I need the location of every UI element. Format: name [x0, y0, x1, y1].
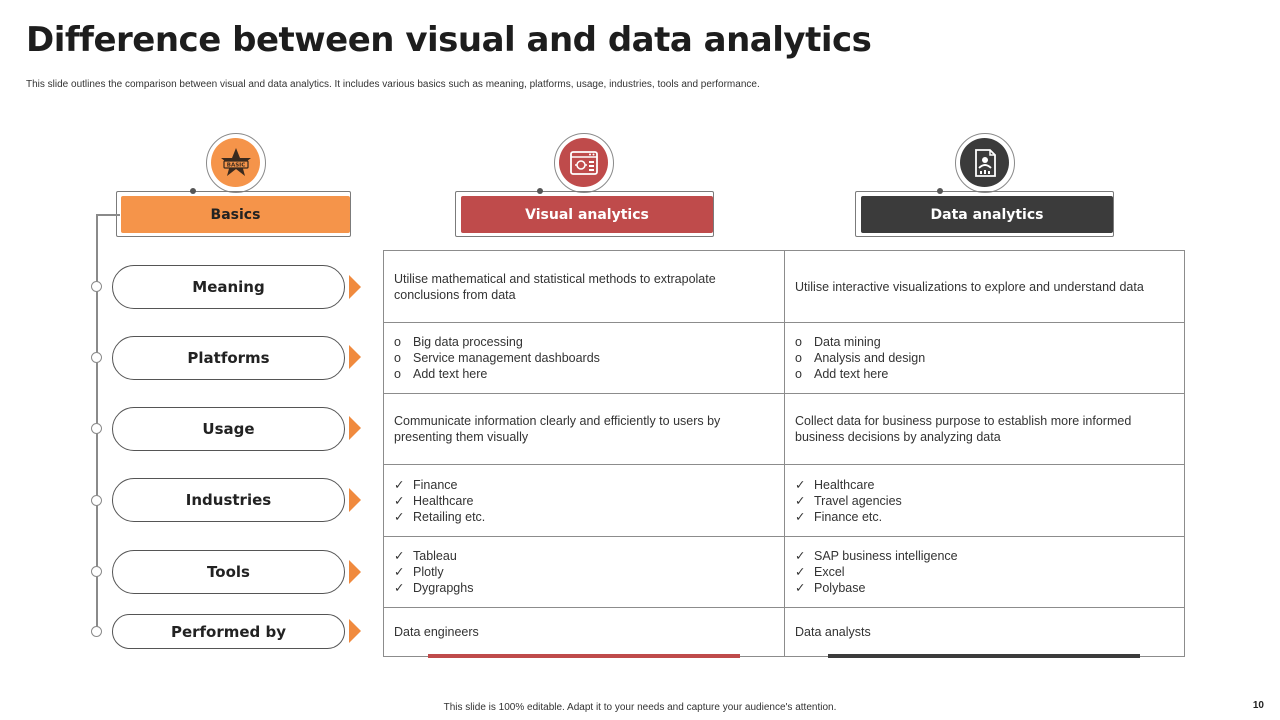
visual-icon-circle [554, 133, 614, 193]
data-cell-platforms [785, 323, 1185, 394]
check-icon: ✓ [394, 549, 405, 563]
check-icon: ✓ [394, 493, 405, 508]
list-item [795, 580, 958, 596]
row-arrow [349, 619, 361, 643]
row-label-tools: Tools [112, 550, 345, 594]
list-item [394, 477, 485, 493]
list-item-text: Analysis and design [814, 351, 926, 365]
row-arrow [349, 345, 361, 369]
cell-text: Utilise interactive visualizations to explore and understand data [795, 279, 1144, 294]
data-icon-circle [955, 133, 1015, 193]
bullet-list [394, 334, 600, 382]
basics-header: Basics [121, 196, 350, 233]
row-label-usage: Usage [112, 407, 345, 451]
row-arrow [349, 416, 361, 440]
slide-subtitle: This slide outlines the comparison between visual and data analytics. It includes various basics such as meaning, platforms, usage, industries, tools and performance. [26, 79, 760, 90]
cell-text: Collect data for business purpose to establish more informed business decisions by analyzing data [795, 414, 1132, 444]
row-label-performed-by: Performed by [112, 614, 345, 649]
list-item [795, 548, 958, 564]
bullet-list [795, 334, 925, 382]
check-list [795, 548, 958, 596]
data-cell-usage [785, 394, 1185, 465]
data-cell-meaning [785, 251, 1185, 323]
check-icon: ✓ [394, 509, 405, 524]
list-item-text: Big data processing [413, 335, 523, 349]
row-node [91, 352, 102, 363]
cell-text: Communicate information clearly and efficiently to users by presenting them visually [394, 414, 721, 444]
visual-cell-tools [384, 537, 785, 608]
comparison-table [383, 250, 1185, 657]
dashboard-screen-icon [559, 138, 608, 187]
check-icon: ✓ [394, 581, 405, 595]
list-item [394, 548, 473, 564]
bullet-marker: o [394, 367, 401, 381]
visual-cell-meaning [384, 251, 785, 323]
list-item-text: Data mining [814, 335, 881, 349]
list-item [394, 493, 485, 509]
bullet-marker: o [795, 351, 802, 365]
list-item [394, 366, 600, 382]
check-icon: ✓ [795, 509, 806, 524]
connector-top [96, 214, 120, 216]
check-icon: ✓ [795, 581, 806, 595]
visual-cell-usage [384, 394, 785, 465]
row-label-meaning: Meaning [112, 265, 345, 309]
basics-icon-circle [206, 133, 266, 193]
list-item [795, 334, 925, 350]
check-icon: ✓ [394, 477, 405, 492]
visual-cell-industries [384, 465, 785, 537]
list-item [795, 366, 925, 382]
row-node [91, 495, 102, 506]
list-item-text: Add text here [814, 367, 889, 381]
list-item [394, 564, 473, 580]
list-item [795, 509, 902, 525]
basics-header-dot [190, 188, 196, 194]
list-item-text: Travel agencies [814, 493, 902, 508]
row-arrow [349, 488, 361, 512]
list-item [795, 564, 958, 580]
check-list [394, 548, 473, 596]
data-cell-performed-by [785, 608, 1185, 656]
badge-text: BASIC [226, 162, 245, 169]
data-cell-industries [785, 465, 1185, 537]
check-list [795, 477, 902, 525]
list-item [394, 509, 485, 525]
row-arrow [349, 275, 361, 299]
list-item [795, 477, 902, 493]
list-item-text: SAP business intelligence [814, 549, 958, 563]
list-item [795, 493, 902, 509]
bullet-marker: o [394, 335, 401, 349]
check-icon: ✓ [795, 477, 806, 492]
list-item-text: Service management dashboards [413, 351, 600, 365]
slide-title: Difference between visual and data analytics [26, 20, 872, 60]
row-label-platforms: Platforms [112, 336, 345, 380]
list-item [795, 350, 925, 366]
list-item [394, 334, 600, 350]
check-list [394, 477, 485, 525]
check-icon: ✓ [394, 565, 405, 579]
list-item-text: Excel [814, 565, 845, 579]
row-node [91, 423, 102, 434]
list-item-text: Add text here [413, 367, 488, 381]
list-item [394, 580, 473, 596]
list-item-text: Dygrapghs [413, 581, 474, 595]
page-number: 10 [1252, 700, 1264, 711]
bullet-marker: o [394, 351, 401, 365]
data-cell-tools [785, 537, 1185, 608]
row-node [91, 626, 102, 637]
slide-footer: This slide is 100% editable. Adapt it to your needs and capture your audience's attention. [443, 702, 837, 713]
check-icon: ✓ [795, 493, 806, 508]
cell-text: Utilise mathematical and statistical methods to extrapolate conclusions from data [394, 271, 716, 302]
report-document-icon [960, 138, 1009, 187]
visual-cell-platforms [384, 323, 785, 394]
row-arrow [349, 560, 361, 584]
visual-accent-bar [428, 654, 740, 658]
data-analytics-header: Data analytics [861, 196, 1113, 233]
visual-analytics-header: Visual analytics [461, 196, 713, 233]
bullet-marker: o [795, 367, 802, 381]
check-icon: ✓ [795, 549, 806, 563]
basic-badge-icon [211, 138, 260, 187]
bullet-marker: o [795, 335, 802, 349]
row-label-industries: Industries [112, 478, 345, 522]
list-item [394, 350, 600, 366]
data-header-dot [937, 188, 943, 194]
list-item-text: Healthcare [814, 477, 875, 492]
list-item-text: Healthcare [413, 493, 474, 508]
visual-header-dot [537, 188, 543, 194]
list-item-text: Tableau [413, 549, 457, 563]
list-item-text: Polybase [814, 581, 866, 595]
visual-cell-performed-by [384, 608, 785, 656]
cell-text: Data engineers [394, 625, 479, 639]
cell-text: Data analysts [795, 625, 871, 639]
check-icon: ✓ [795, 565, 806, 579]
row-node [91, 566, 102, 577]
list-item-text: Retailing etc. [413, 509, 486, 524]
list-item-text: Finance etc. [814, 509, 883, 524]
row-node [91, 281, 102, 292]
data-accent-bar [828, 654, 1140, 658]
list-item-text: Plotly [413, 565, 444, 579]
list-item-text: Finance [413, 477, 458, 492]
